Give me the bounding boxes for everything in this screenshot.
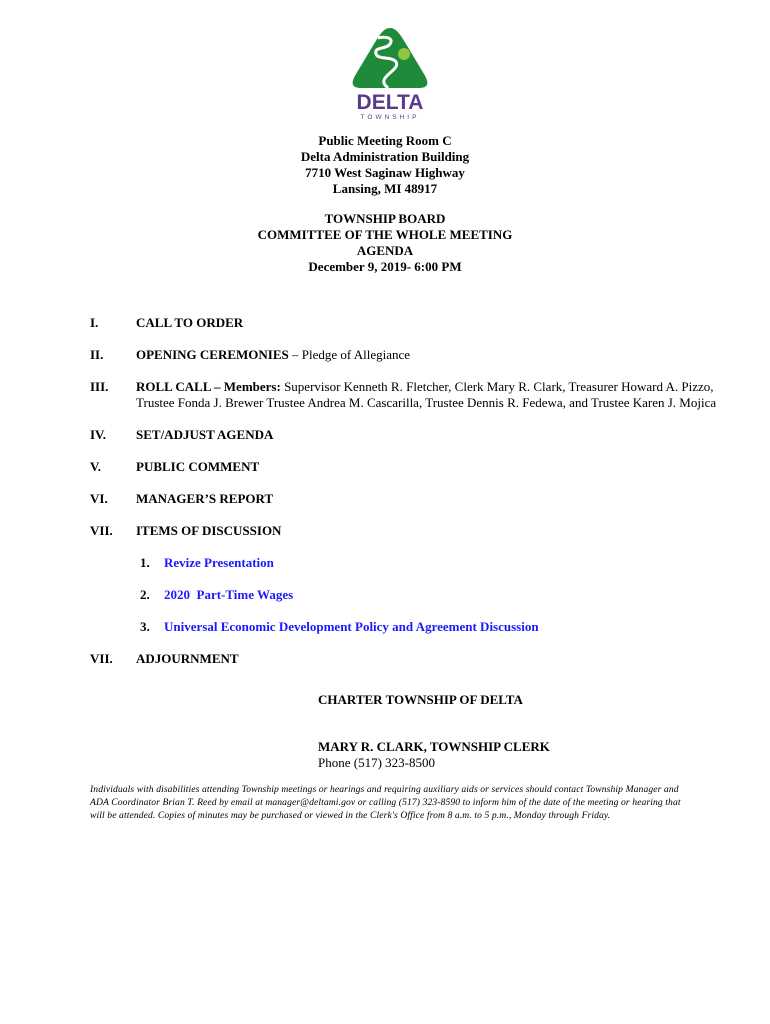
meeting-line: COMMITTEE OF THE WHOLE MEETING [257,227,513,242]
agenda-item-number: IV. [90,427,107,442]
signature-org: CHARTER TOWNSHIP OF DELTA [318,692,523,707]
meeting-line: AGENDA [356,243,414,258]
agenda-item [90,523,730,539]
discussion-item [140,555,730,571]
agenda-item-number: VI. [90,491,108,506]
signature-phone: Phone (517) 323-8500 [318,755,435,770]
delta-township-logo [340,24,440,124]
discussion-item [140,619,730,635]
accessibility-note: Individuals with disabilities attending Township meetings or hearings and requiring auxiliary aids or services should contact Township Manager and ADA Coordinator Brian T. Reed by email at manager@deltami.gov or calling (517) 323-8590 to inform him of the date of the meeting or hearing that will be attended. Copies of minutes may be purchased or viewed in the Clerk's Office from 8 a.m. to 5 p.m., Monday through Friday. [90,784,681,821]
discussion-item-number: 1. [140,555,150,570]
agenda-item-title: OPENING CEREMONIES [136,347,289,362]
signature-name: MARY R. CLARK, TOWNSHIP CLERK [318,739,550,754]
agenda-item [90,427,730,443]
logo-subtext: TOWNSHIP [360,114,420,121]
agenda-item-title: CALL TO ORDER [136,315,244,330]
agenda-list [90,315,730,683]
agenda-item-number: VII. [90,651,113,666]
agenda-item-number: V. [90,459,101,474]
meeting-line: TOWNSHIP BOARD [324,211,446,226]
agenda-item-text: – Pledge of Allegiance [288,347,411,362]
agenda-item-number: II. [90,347,104,362]
discussion-item-number: 3. [140,619,150,634]
discussion-item-number: 2. [140,587,150,602]
location-line: 7710 West Saginaw Highway [305,165,465,180]
agenda-item [90,347,730,363]
discussion-link-revize-presentation[interactable]: Revize Presentation [164,555,274,570]
agenda-item-title: ADJOURNMENT [136,651,239,666]
logo-sun-shape [398,48,410,60]
location-line: Lansing, MI 48917 [332,181,438,196]
agenda-item-title: PUBLIC COMMENT [136,459,260,474]
agenda-item [90,651,730,667]
discussion-link-economic-development-policy[interactable]: Universal Economic Development Policy and Agreement Discussion [164,619,539,634]
agenda-item-title: ITEMS OF DISCUSSION [136,523,282,538]
agenda-item-title: SET/ADJUST AGENDA [136,427,274,442]
meeting-header [0,133,770,275]
discussion-item [140,587,730,603]
discussion-link-part-time-wages[interactable]: 2020 Part-Time Wages [164,587,294,602]
agenda-item [90,315,730,331]
agenda-item-number: VII. [90,523,113,538]
agenda-item [90,491,730,507]
agenda-item [90,379,730,411]
location-line: Delta Administration Building [300,149,470,164]
agenda-item-text: Supervisor Kenneth R. Fletcher, Clerk Mary R. Clark, Treasurer Howard A. Pizzo, Trustee Fonda J. Brewer Trustee Andrea M. Cascarilla, Trustee Dennis R. Fedewa, and Trustee Karen J. Mojica [136,379,717,410]
location-line: Public Meeting Room C [318,133,452,148]
meeting-date: December 9, 2019- 6:00 PM [308,259,462,274]
logo-text: DELTA [356,91,424,114]
agenda-item [90,459,730,475]
signature-block [318,692,550,771]
agenda-item-number: I. [90,315,99,330]
agenda-item-title: ROLL CALL – Members: [136,379,281,394]
agenda-item-number: III. [90,379,109,394]
agenda-item-title: MANAGER’S REPORT [136,491,274,506]
